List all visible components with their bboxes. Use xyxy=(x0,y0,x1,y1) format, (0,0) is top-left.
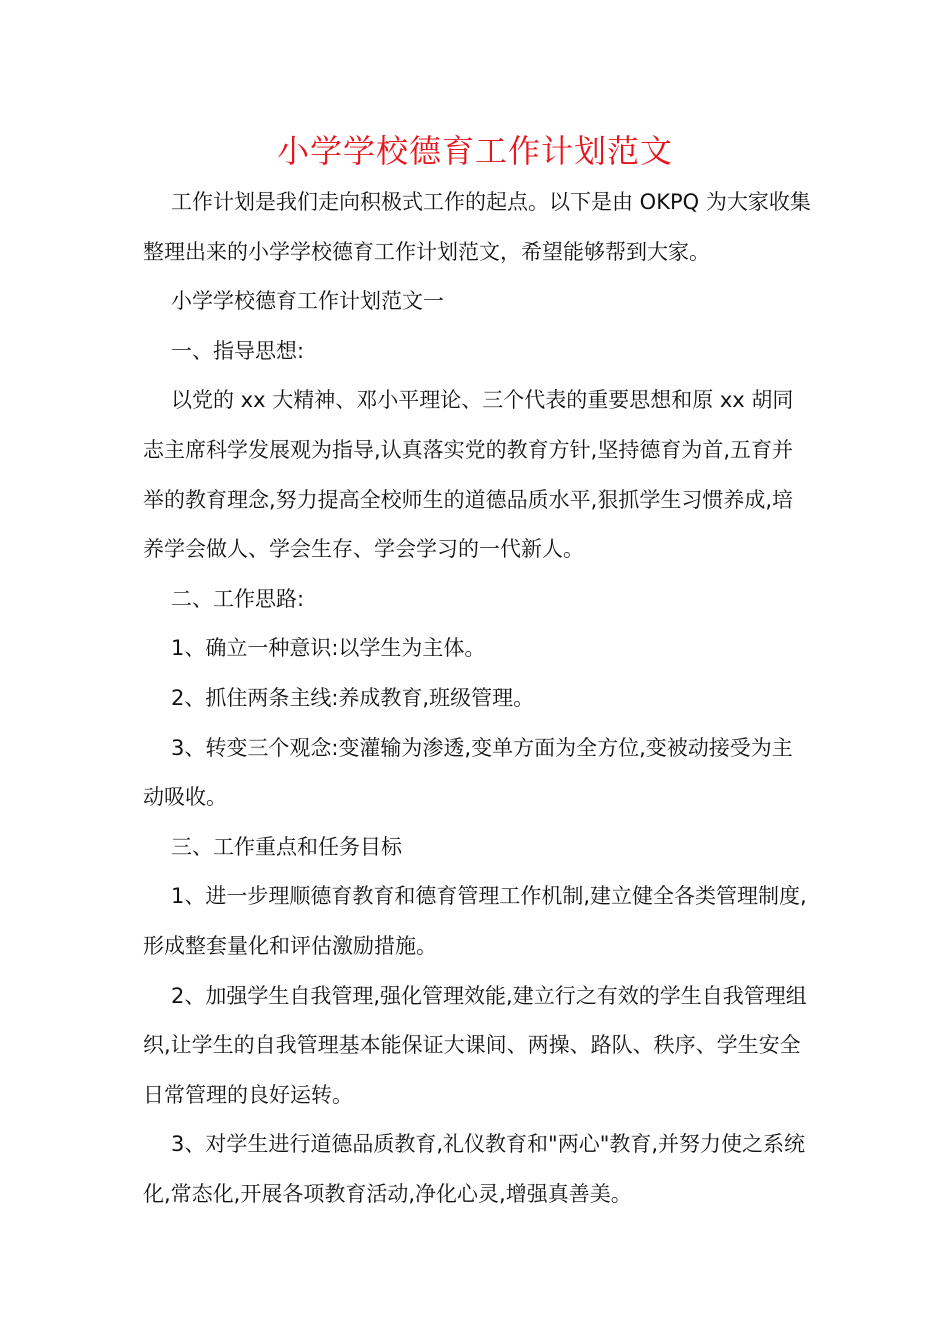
work-approach-item-1: 1、确立一种意识:以学生为主体。 xyxy=(171,636,486,661)
key-task-item-3: 3、对学生进行道德品质教育,礼仪教育和"两心"教育,并努力使之系统化,常态化,开展各项教育活动,净化心灵,增强真善美。 xyxy=(143,1132,806,1206)
intro-paragraph: 工作计划是我们走向积极式工作的起点。以下是由 OKPQ 为大家收集整理出来的小学学校德育工作计划范文，希望能够帮到大家。 xyxy=(143,190,811,264)
work-approach-item-2: 2、抓住两条主线:养成教育,班级管理。 xyxy=(171,685,535,710)
key-task-item-1: 1、进一步理顺德育教育和德育管理工作机制,建立健全各类管理制度,形成整套量化和评估激励措施。 xyxy=(143,884,807,958)
work-approach-item-3: 3、转变三个观念:变灌输为渗透,变单方面为全方位,变被动接受为主动吸收。 xyxy=(143,735,793,810)
key-task-item-2: 2、加强学生自我管理,强化管理效能,建立行之有效的学生自我管理组织,让学生的自我管理基本能保证大课间、两操、路队、秩序、学生安全日常管理的良好运转。 xyxy=(143,983,807,1107)
section-heading-work-approach: 二、工作思路: xyxy=(171,586,305,611)
section-heading-plan-one: 小学学校德育工作计划范文一 xyxy=(171,289,444,314)
section-heading-guiding-thought: 一、指导思想: xyxy=(171,338,305,363)
document-body xyxy=(143,178,813,1219)
guiding-thought-paragraph: 以党的 xx 大精神、邓小平理论、三个代表的重要思想和原 xx 胡同志主席科学发展观为指导,认真落实党的教育方针,坚持德育为首,五育并举的教育理念,努力提高全校师生的道德品质水平,狠抓学生习惯养成,培养学会做人、学会生存、学会学习的一代新人。 xyxy=(143,388,794,562)
section-heading-key-tasks: 三、工作重点和任务目标 xyxy=(171,834,402,859)
document-title: 小学学校德育工作计划范文 xyxy=(276,132,673,170)
